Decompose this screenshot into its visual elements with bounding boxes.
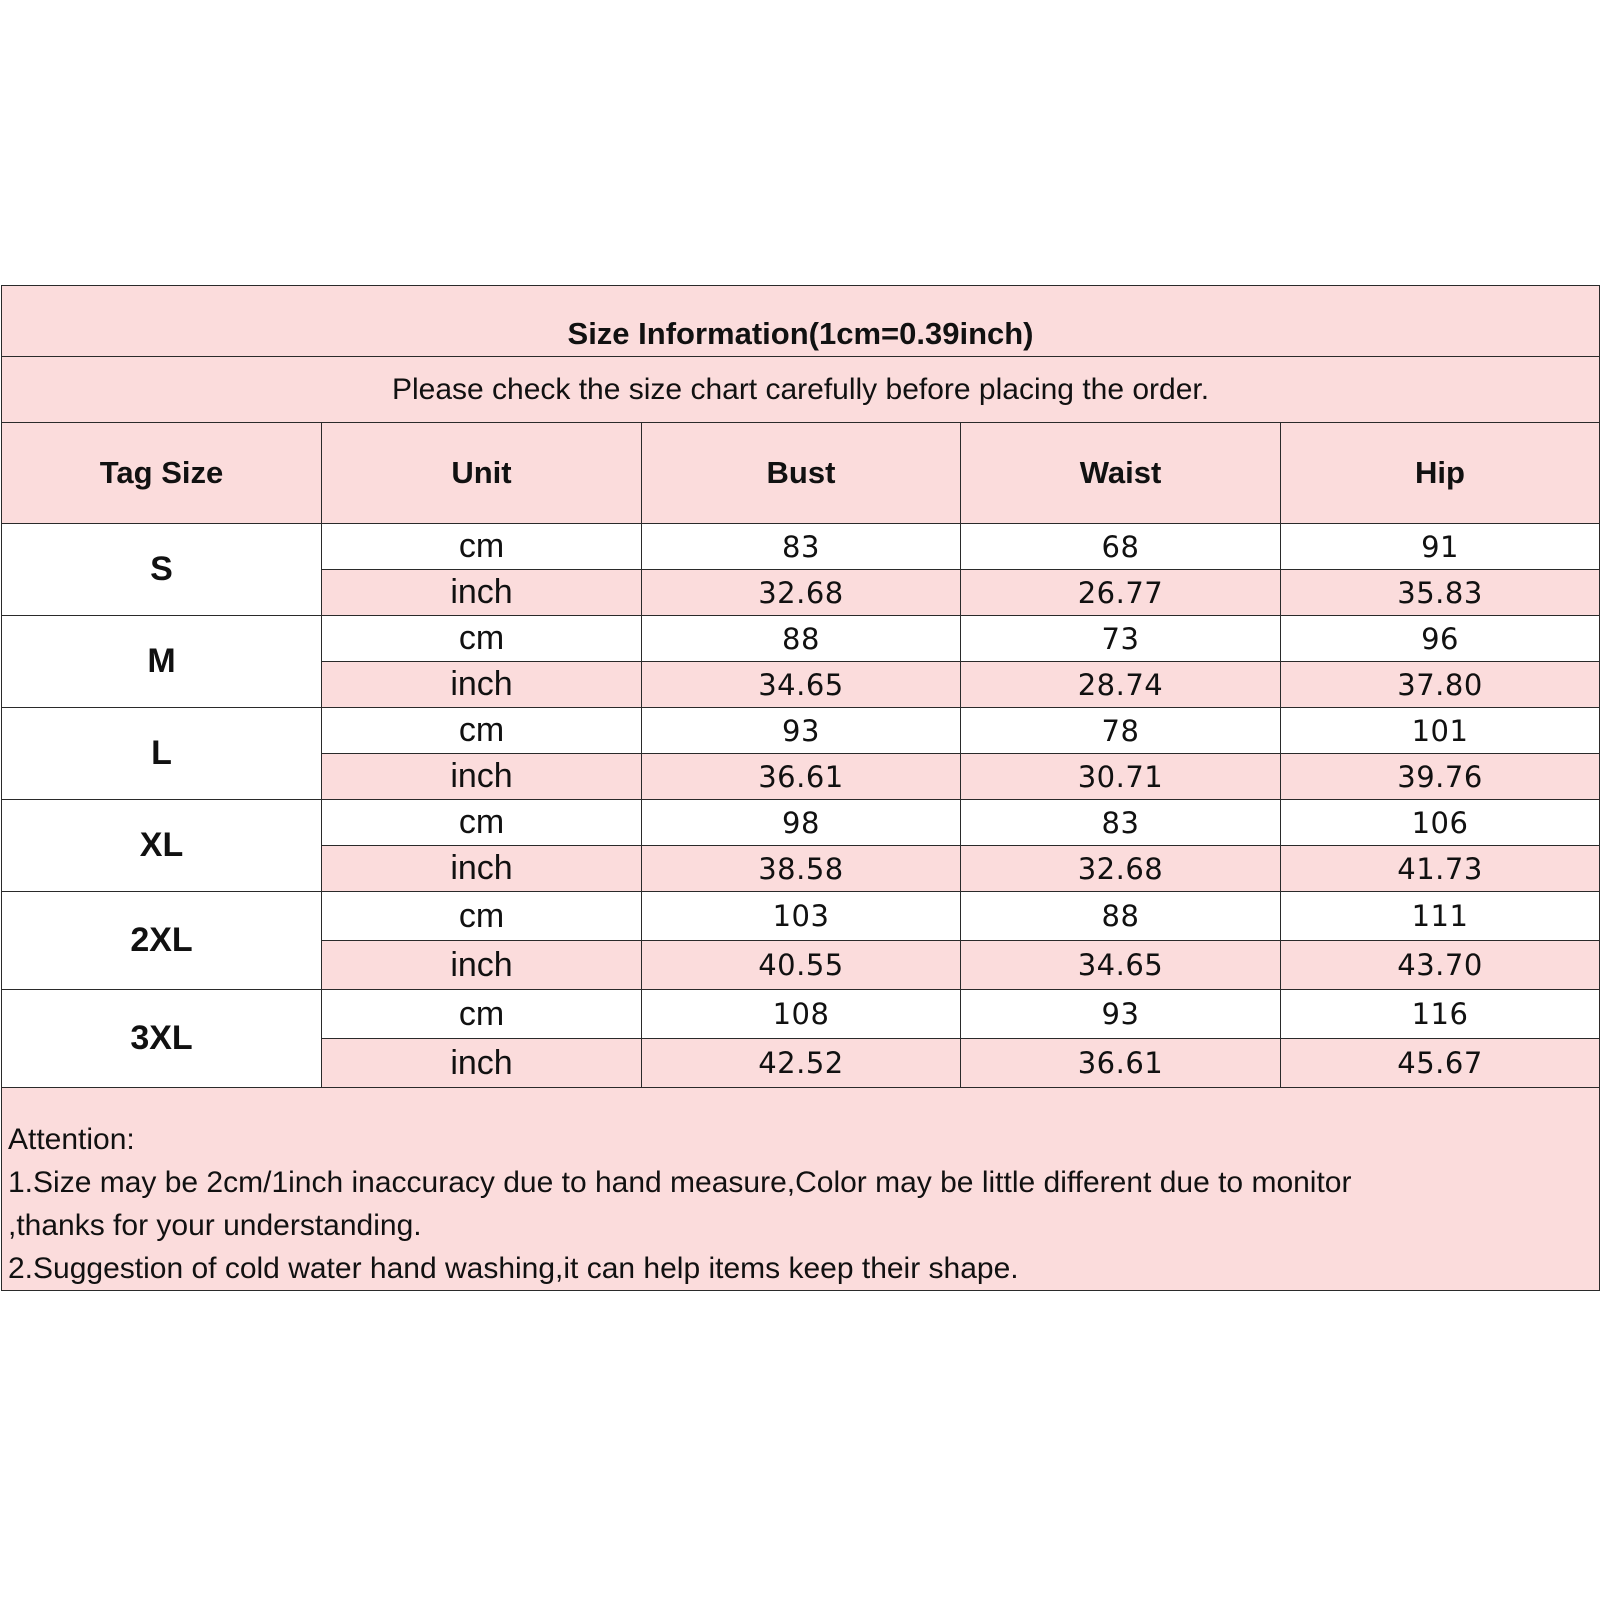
waist-cm-cell: 73: [961, 616, 1281, 662]
bust-inch-cell: 40.55: [642, 941, 961, 990]
size-chart-body: [2, 286, 1600, 1291]
waist-inch-cell: 32.68: [961, 846, 1281, 892]
bust-inch-cell: 32.68: [642, 570, 961, 616]
hip-cm-cell: 96: [1281, 616, 1600, 662]
bust-cm-cell: 93: [642, 708, 961, 754]
unit-cell-inch: inch: [322, 662, 642, 708]
bust-cm-cell: 83: [642, 524, 961, 570]
title-row: [2, 286, 1600, 357]
unit-cell-inch: inch: [322, 570, 642, 616]
header-bust: Bust: [642, 423, 961, 524]
tag-size-cell: M: [2, 616, 322, 708]
hip-inch-cell: 35.83: [1281, 570, 1600, 616]
chart-title: Size Information(1cm=0.39inch): [2, 286, 1600, 357]
unit-cell-inch: inch: [322, 941, 642, 990]
attention-notes: [2, 1088, 1600, 1291]
unit-cell-inch: inch: [322, 754, 642, 800]
waist-inch-cell: 36.61: [961, 1039, 1281, 1088]
notes-row: [2, 1088, 1600, 1291]
bust-inch-cell: 42.52: [642, 1039, 961, 1088]
bust-inch-cell: 36.61: [642, 754, 961, 800]
waist-cm-cell: 93: [961, 990, 1281, 1039]
unit-cell-inch: inch: [322, 1039, 642, 1088]
waist-inch-cell: 26.77: [961, 570, 1281, 616]
size-chart-table: [1, 285, 1600, 1291]
table-row: [2, 708, 1600, 754]
table-row: [2, 616, 1600, 662]
unit-cell-cm: cm: [322, 524, 642, 570]
note-line-2: 2.Suggestion of cold water hand washing,it can help items keep their shape.: [8, 1252, 1019, 1285]
table-row: [2, 892, 1600, 941]
hip-inch-cell: 43.70: [1281, 941, 1600, 990]
header-hip: Hip: [1281, 423, 1600, 524]
bust-cm-cell: 98: [642, 800, 961, 846]
header-unit: Unit: [322, 423, 642, 524]
hip-inch-cell: 39.76: [1281, 754, 1600, 800]
table-row: [2, 800, 1600, 846]
tag-size-cell: 3XL: [2, 990, 322, 1088]
hip-cm-cell: 101: [1281, 708, 1600, 754]
unit-cell-cm: cm: [322, 800, 642, 846]
unit-cell-cm: cm: [322, 708, 642, 754]
unit-cell-cm: cm: [322, 990, 642, 1039]
bust-inch-cell: 34.65: [642, 662, 961, 708]
note-line-1-cont: ,thanks for your understanding.: [8, 1209, 422, 1242]
header-waist: Waist: [961, 423, 1281, 524]
note-heading: Attention:: [8, 1123, 135, 1156]
hip-inch-cell: 37.80: [1281, 662, 1600, 708]
hip-cm-cell: 91: [1281, 524, 1600, 570]
waist-inch-cell: 30.71: [961, 754, 1281, 800]
waist-inch-cell: 34.65: [961, 941, 1281, 990]
tag-size-cell: 2XL: [2, 892, 322, 990]
bust-cm-cell: 88: [642, 616, 961, 662]
bust-cm-cell: 108: [642, 990, 961, 1039]
waist-inch-cell: 28.74: [961, 662, 1281, 708]
unit-cell-cm: cm: [322, 892, 642, 941]
subtitle-row: [2, 357, 1600, 423]
hip-inch-cell: 45.67: [1281, 1039, 1600, 1088]
tag-size-cell: XL: [2, 800, 322, 892]
waist-cm-cell: 88: [961, 892, 1281, 941]
header-tag-size: Tag Size: [2, 423, 322, 524]
waist-cm-cell: 78: [961, 708, 1281, 754]
unit-cell-cm: cm: [322, 616, 642, 662]
waist-cm-cell: 68: [961, 524, 1281, 570]
chart-subtitle: Please check the size chart carefully before placing the order.: [2, 357, 1600, 423]
note-line-1: 1.Size may be 2cm/1inch inaccuracy due to hand measure,Color may be little different due to monitor: [8, 1166, 1352, 1199]
tag-size-cell: S: [2, 524, 322, 616]
hip-cm-cell: 106: [1281, 800, 1600, 846]
bust-inch-cell: 38.58: [642, 846, 961, 892]
table-row: [2, 990, 1600, 1039]
bust-cm-cell: 103: [642, 892, 961, 941]
hip-cm-cell: 111: [1281, 892, 1600, 941]
tag-size-cell: L: [2, 708, 322, 800]
hip-inch-cell: 41.73: [1281, 846, 1600, 892]
unit-cell-inch: inch: [322, 846, 642, 892]
hip-cm-cell: 116: [1281, 990, 1600, 1039]
header-row: [2, 423, 1600, 524]
table-row: [2, 524, 1600, 570]
waist-cm-cell: 83: [961, 800, 1281, 846]
